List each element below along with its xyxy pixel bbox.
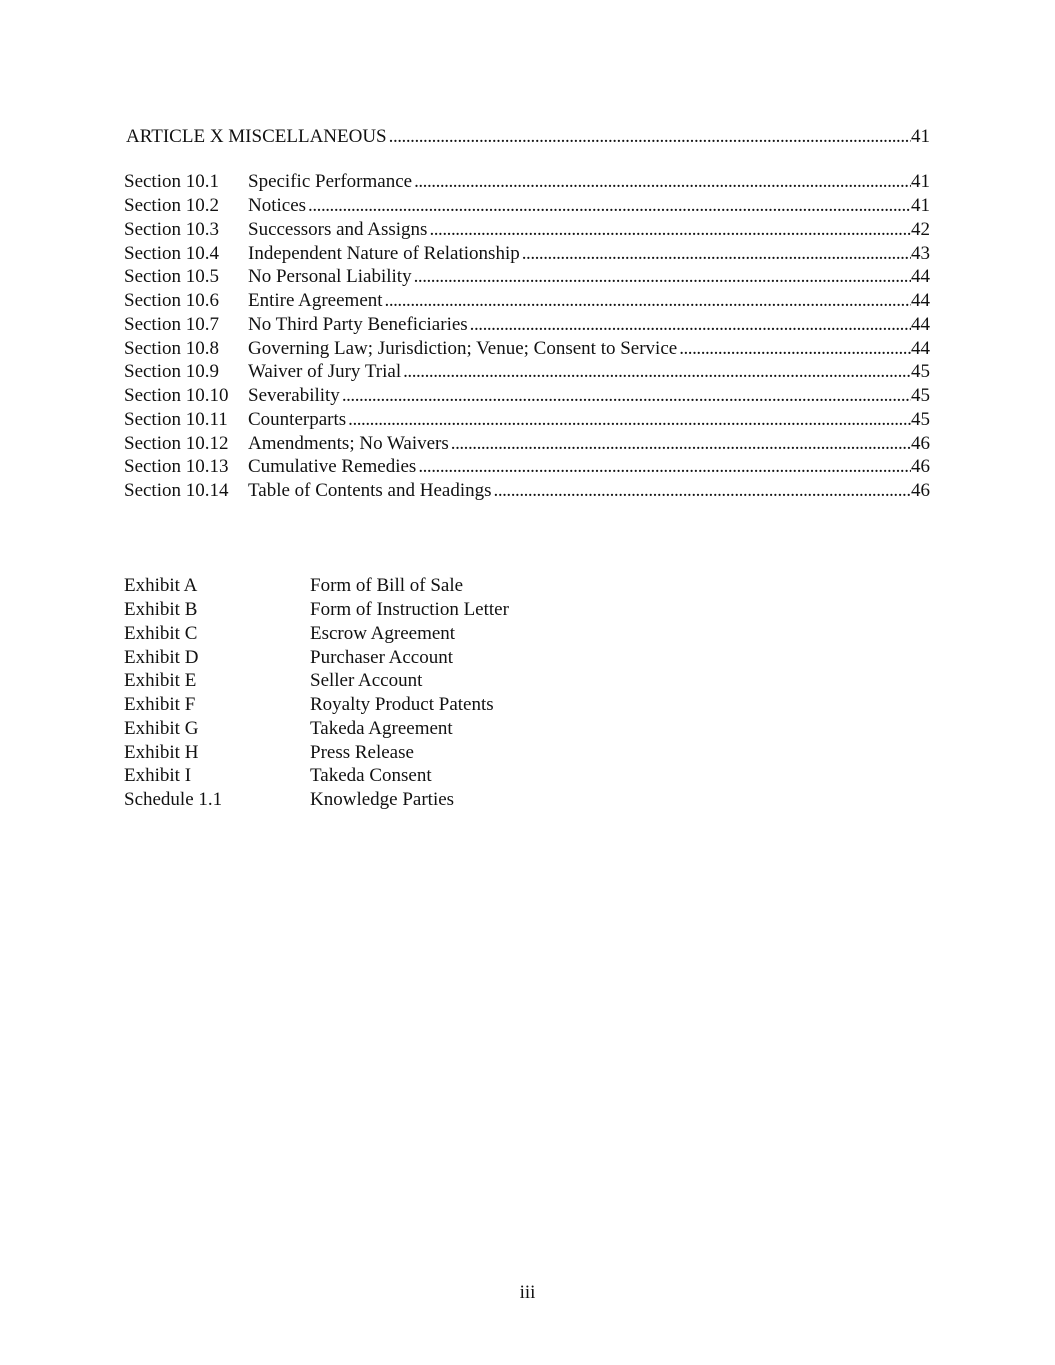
section-page-number: 44 — [911, 266, 930, 287]
dot-leader — [412, 266, 911, 288]
toc-section-entry — [124, 219, 930, 241]
section-title: Severability — [248, 385, 340, 406]
toc-section-entry — [124, 480, 930, 502]
dot-leader — [340, 385, 911, 407]
toc-section-entry — [124, 195, 930, 217]
section-number: Section 10.5 — [124, 266, 219, 287]
toc-section-entry — [124, 456, 930, 478]
exhibit-label: Exhibit I — [124, 765, 192, 786]
section-number: Section 10.4 — [124, 243, 219, 264]
article-page-number: 41 — [911, 126, 930, 147]
section-title: Counterparts — [248, 409, 347, 430]
toc-section-entry — [124, 266, 930, 288]
dot-leader — [416, 456, 911, 478]
section-number: Section 10.7 — [124, 314, 219, 335]
exhibit-entry — [124, 742, 414, 764]
article-title: ARTICLE X MISCELLANEOUS — [126, 126, 387, 147]
section-number: Section 10.14 — [124, 480, 229, 501]
dot-leader — [449, 433, 911, 455]
toc-section-entry — [124, 338, 930, 360]
section-number: Section 10.6 — [124, 290, 219, 311]
section-title: Entire Agreement — [248, 290, 383, 311]
section-title: No Third Party Beneficiaries — [248, 314, 468, 335]
dot-leader — [306, 195, 911, 217]
exhibit-label: Exhibit D — [124, 647, 199, 668]
exhibit-entry — [124, 575, 463, 597]
section-number: Section 10.9 — [124, 361, 219, 382]
exhibit-label: Exhibit A — [124, 575, 198, 596]
dot-leader — [492, 480, 911, 502]
section-page-number: 45 — [911, 385, 930, 406]
toc-section-entry — [124, 243, 930, 265]
toc-article-heading — [126, 126, 930, 148]
exhibit-title: Knowledge Parties — [310, 789, 455, 810]
section-title: Governing Law; Jurisdiction; Venue; Consent to Service — [248, 338, 678, 359]
section-title: Successors and Assigns — [248, 219, 428, 240]
section-page-number: 44 — [911, 314, 930, 335]
section-number: Section 10.3 — [124, 219, 219, 240]
section-page-number: 45 — [911, 409, 930, 430]
section-page-number: 46 — [911, 456, 930, 477]
section-number: Section 10.8 — [124, 338, 219, 359]
dot-leader — [677, 338, 911, 360]
section-title: Table of Contents and Headings — [248, 480, 492, 501]
exhibit-entry — [124, 647, 453, 669]
exhibit-entry — [124, 694, 494, 716]
exhibit-entry — [124, 789, 454, 811]
section-page-number: 44 — [911, 290, 930, 311]
exhibit-title: Takeda Consent — [310, 765, 432, 786]
dot-leader — [427, 219, 911, 241]
dot-leader — [412, 171, 911, 193]
section-page-number: 45 — [911, 361, 930, 382]
section-page-number: 43 — [911, 243, 930, 264]
section-title: Notices — [248, 195, 307, 216]
dot-leader — [468, 314, 911, 336]
exhibit-entry — [124, 623, 455, 645]
exhibit-title: Royalty Product Patents — [310, 694, 494, 715]
toc-section-entry — [124, 385, 930, 407]
section-page-number: 42 — [911, 219, 930, 240]
exhibit-label: Exhibit F — [124, 694, 196, 715]
exhibit-label: Exhibit H — [124, 742, 199, 763]
page-number: iii — [519, 1282, 536, 1303]
section-page-number: 41 — [911, 195, 930, 216]
exhibit-label: Exhibit E — [124, 670, 197, 691]
exhibit-title: Form of Bill of Sale — [310, 575, 464, 596]
section-number: Section 10.13 — [124, 456, 229, 477]
exhibit-entry — [124, 718, 453, 740]
exhibit-title: Seller Account — [310, 670, 423, 691]
exhibit-entry — [124, 765, 432, 787]
toc-section-entry — [124, 433, 930, 455]
dot-leader — [520, 243, 911, 265]
section-title: Independent Nature of Relationship — [248, 243, 520, 264]
exhibit-label: Exhibit G — [124, 718, 199, 739]
section-title: Waiver of Jury Trial — [248, 361, 402, 382]
dot-leader — [401, 361, 911, 383]
section-page-number: 44 — [911, 338, 930, 359]
section-page-number: 41 — [911, 171, 930, 192]
section-title: No Personal Liability — [248, 266, 412, 287]
section-number: Section 10.10 — [124, 385, 229, 406]
section-number: Section 10.11 — [124, 409, 228, 430]
dot-leader — [387, 126, 911, 148]
exhibit-entry — [124, 670, 422, 692]
toc-section-entry — [124, 171, 930, 193]
dot-leader — [346, 409, 911, 431]
exhibit-title: Press Release — [310, 742, 414, 763]
exhibit-title: Purchaser Account — [310, 647, 453, 668]
section-number: Section 10.12 — [124, 433, 229, 454]
section-title: Cumulative Remedies — [248, 456, 417, 477]
toc-section-entry — [124, 290, 930, 312]
exhibit-entry — [124, 599, 509, 621]
section-title: Specific Performance — [248, 171, 413, 192]
toc-section-entry — [124, 361, 930, 383]
exhibit-title: Escrow Agreement — [310, 623, 456, 644]
section-number: Section 10.1 — [124, 171, 219, 192]
exhibit-title: Form of Instruction Letter — [310, 599, 509, 620]
dot-leader — [383, 290, 911, 312]
section-page-number: 46 — [911, 433, 930, 454]
section-number: Section 10.2 — [124, 195, 219, 216]
toc-section-entry — [124, 314, 930, 336]
toc-section-entry — [124, 409, 930, 431]
exhibit-label: Schedule 1.1 — [124, 789, 223, 810]
exhibit-title: Takeda Agreement — [310, 718, 453, 739]
exhibit-label: Exhibit B — [124, 599, 198, 620]
section-page-number: 46 — [911, 480, 930, 501]
exhibit-label: Exhibit C — [124, 623, 198, 644]
section-title: Amendments; No Waivers — [248, 433, 449, 454]
